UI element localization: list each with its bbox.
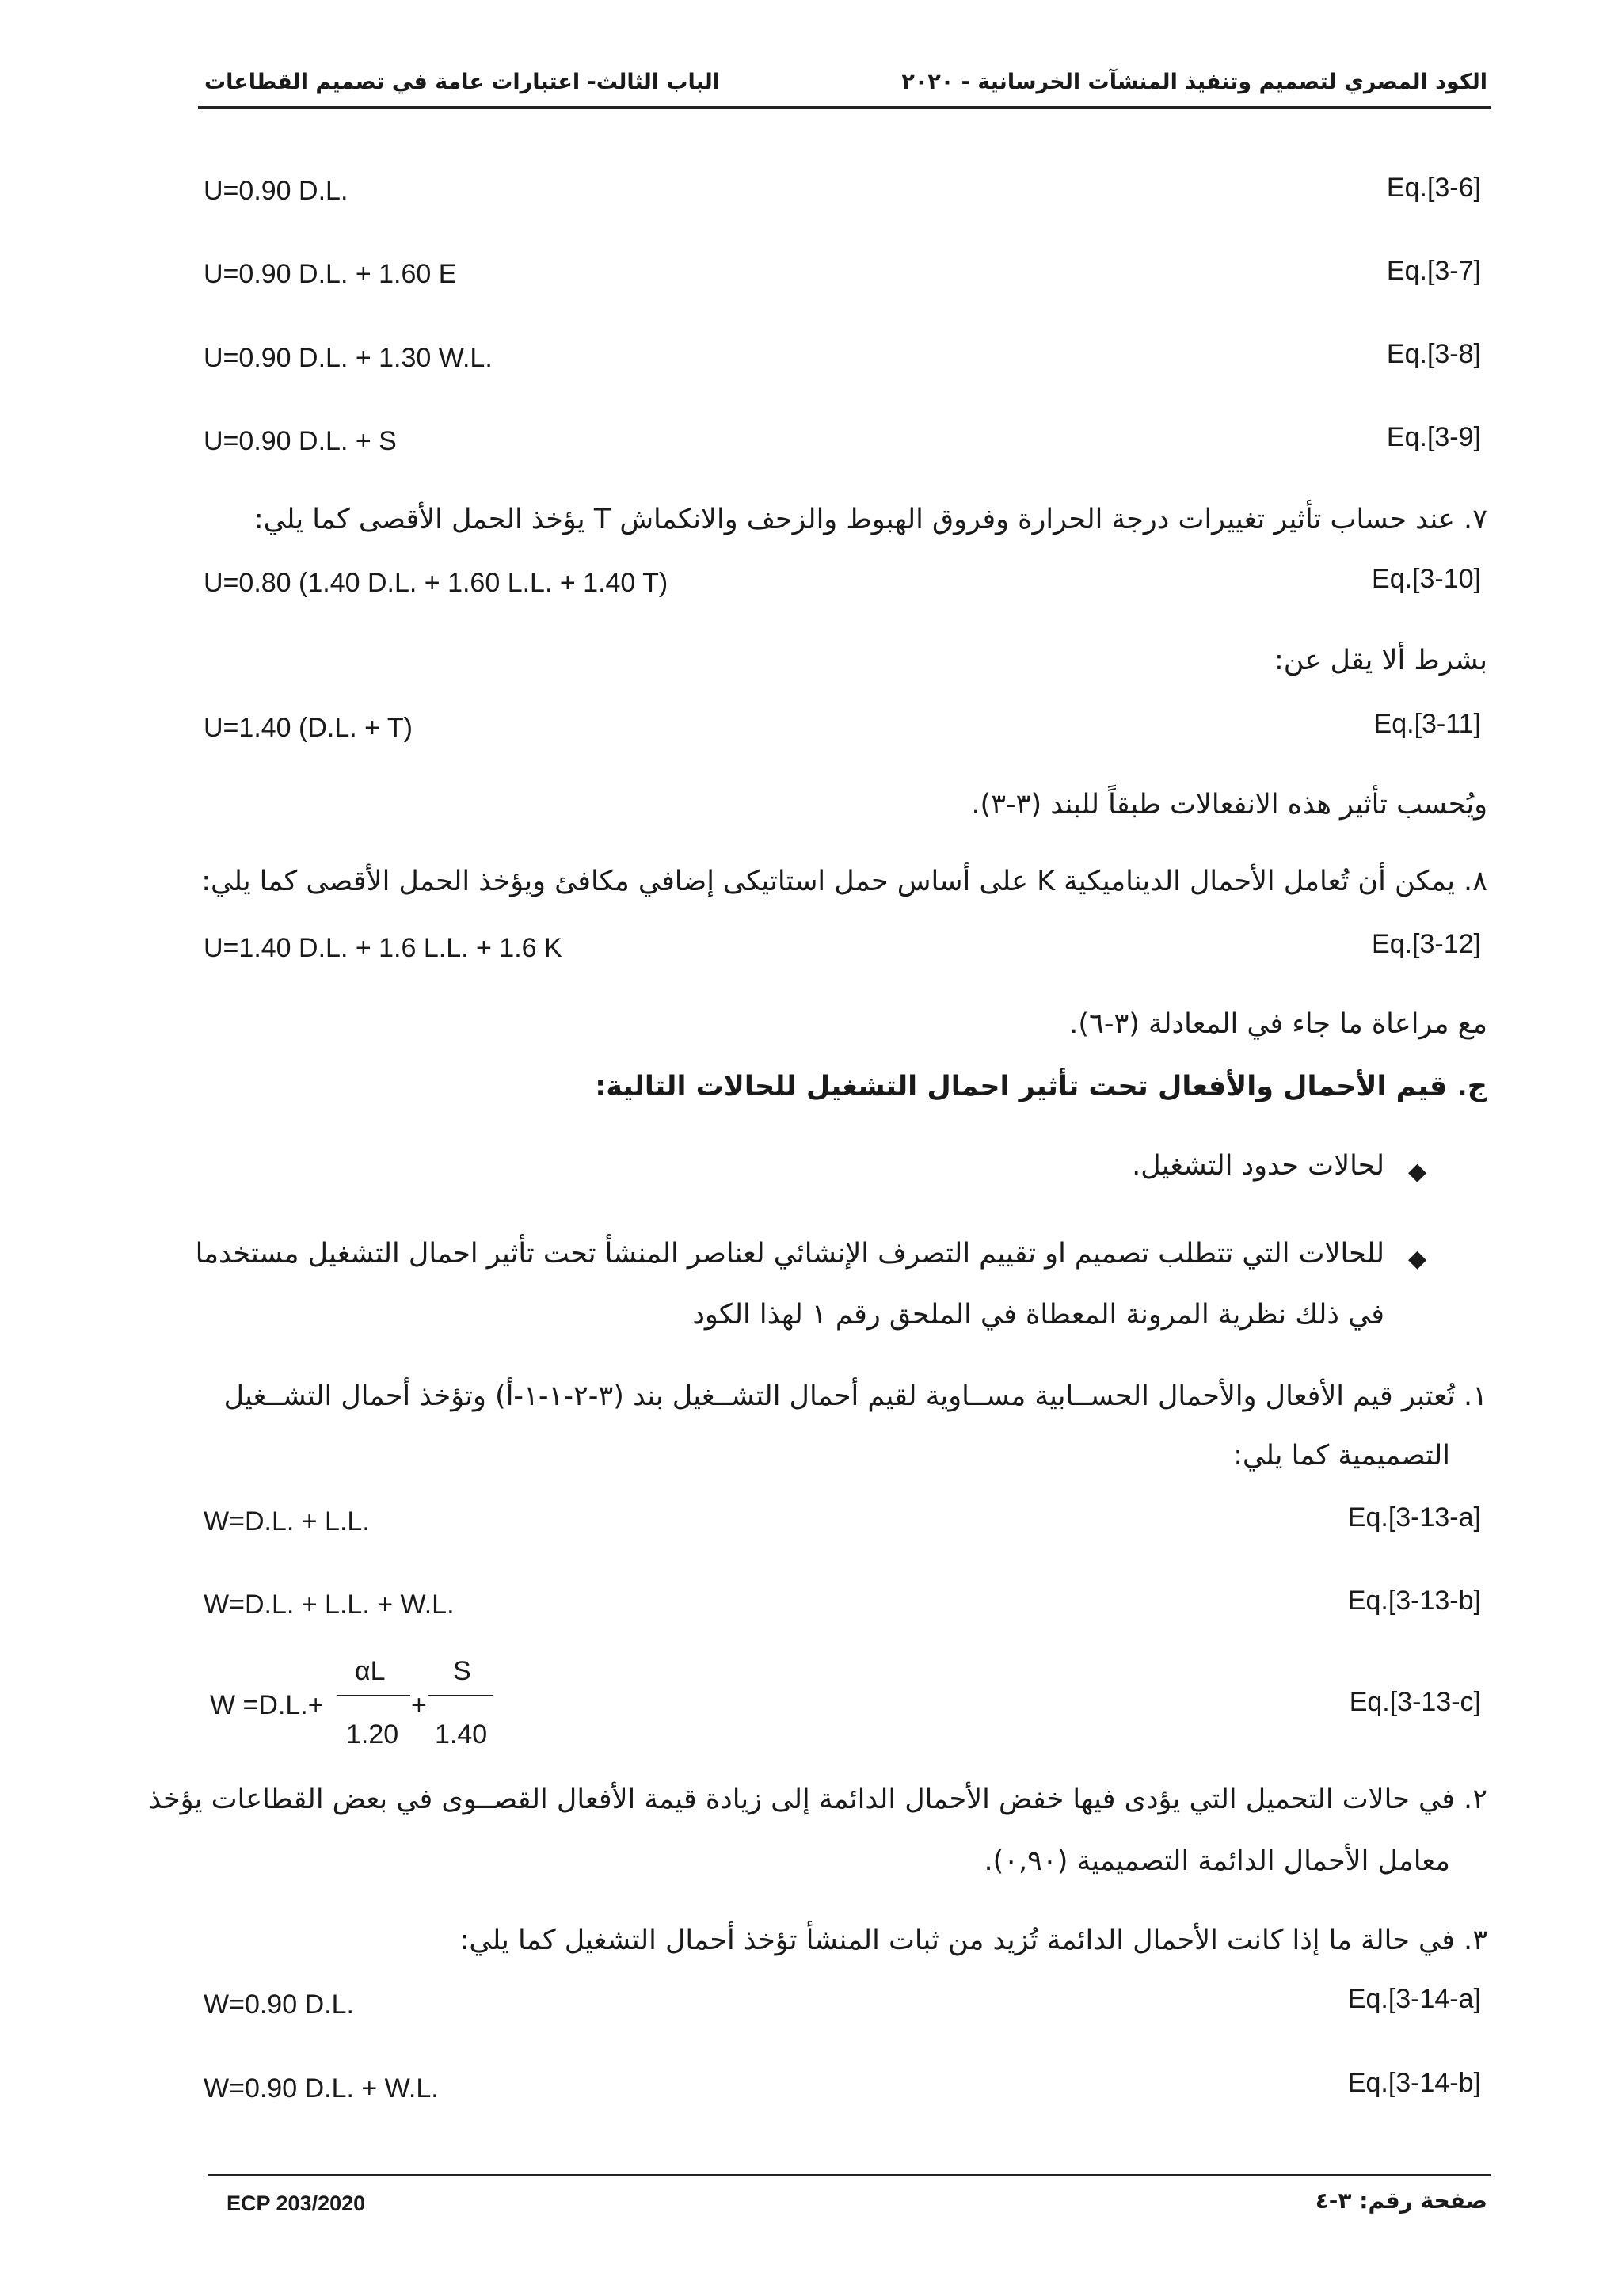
effects-note: ويُحسب تأثير هذه الانفعالات طبقاً للبند (٣-٣).	[971, 789, 1487, 821]
equation-label: Eq.[3-12]	[1372, 929, 1481, 959]
diamond-bullet-icon: ◆	[1408, 1245, 1427, 1273]
item-8-paragraph: ٨. يمكن أن تُعامل الأحمال الديناميكية K على أساس حمل استاتيكى إضافي مكافئ ويؤخذ الحمل الأقصى كما يلي:	[201, 866, 1487, 897]
equation-label: Eq.[3-13-b]	[1347, 1586, 1481, 1616]
bullet-item-continuation: في ذلك نظرية المرونة المعطاة في الملحق رقم ١ لهذا الكود	[692, 1299, 1384, 1331]
equation-formula: U=0.90 D.L. + S	[204, 426, 397, 456]
header-code-title: الكود المصري لتصميم وتنفيذ المنشآت الخرسانية - ٢٠٢٠	[901, 70, 1487, 94]
equation-formula: W=0.90 D.L. + W.L.	[204, 2073, 439, 2104]
equation-formula: U=1.40 (D.L. + T)	[204, 713, 413, 743]
fraction-denominator: 1.40	[435, 1719, 488, 1750]
point-1-continuation: التصميمية كما يلي:	[1233, 1440, 1450, 1472]
fraction-numerator: αL	[355, 1656, 386, 1686]
bullet-item: لحالات حدود التشغيل.	[1132, 1150, 1384, 1182]
equation-label: Eq.[3-10]	[1372, 564, 1481, 594]
equation-formula: U=1.40 D.L. + 1.6 L.L. + 1.6 K	[204, 933, 562, 963]
section-c-heading: ج. قيم الأحمال والأفعال تحت تأثير احمال التشغيل للحالات التالية:	[595, 1071, 1487, 1102]
point-3-paragraph: ٣. في حالة ما إذا كانت الأحمال الدائمة تُزيد من ثبات المنشأ تؤخذ أحمال التشغيل كما يلي:	[459, 1925, 1487, 1956]
equation-label: Eq.[3-9]	[1386, 422, 1481, 452]
item-7-paragraph: ٧. عند حساب تأثير تغييرات درجة الحرارة وفروق الهبوط والزحف والانكماش T يؤخذ الحمل الأقصى كما يلي:	[253, 504, 1487, 535]
equation-formula: U=0.90 D.L. + 1.30 W.L.	[204, 343, 493, 373]
equation-label: Eq.[3-13-a]	[1347, 1502, 1481, 1533]
equation-label: Eq.[3-7]	[1386, 256, 1481, 286]
equation-label: Eq.[3-14-a]	[1347, 1984, 1481, 2014]
diamond-bullet-icon: ◆	[1408, 1158, 1427, 1186]
footer-rule	[208, 2174, 1491, 2176]
point-2-continuation: معامل الأحمال الدائمة التصميمية (٠,٩٠).	[984, 1845, 1450, 1877]
equation-formula: U=0.90 D.L.	[204, 176, 348, 206]
equation-label: Eq.[3-6]	[1386, 173, 1481, 203]
equation-label: Eq.[3-13-c]	[1349, 1687, 1481, 1717]
footer-code: ECP 203/2020	[227, 2191, 366, 2215]
bullet-item: للحالات التي تتطلب تصميم او تقييم التصرف الإنشائي لعناصر المنشأ تحت تأثير احمال التشغيل مستخدما	[195, 1238, 1384, 1270]
fraction-bar	[428, 1695, 493, 1696]
fraction-denominator: 1.20	[346, 1719, 399, 1750]
equation-operator: +	[411, 1690, 427, 1720]
header-rule	[198, 106, 1491, 109]
equation-label: Eq.[3-14-b]	[1347, 2068, 1481, 2098]
equation-formula: W=D.L. + L.L.	[204, 1506, 370, 1536]
header-chapter-title: الباب الثالث- اعتبارات عامة في تصميم القطاعات	[204, 70, 721, 94]
equation-label: Eq.[3-11]	[1373, 709, 1481, 739]
equation-formula: U=0.90 D.L. + 1.60 E	[204, 259, 457, 289]
equation-formula: U=0.80 (1.40 D.L. + 1.60 L.L. + 1.40 T)	[204, 568, 668, 598]
point-1-paragraph: ١. تُعتبر قيم الأفعال والأحمال الحســابية مســاوية لقيم أحمال التشــغيل بند (٣-٢-١-١-أ) وتؤخذ أحمال التشــغيل	[223, 1380, 1487, 1412]
equation-label: Eq.[3-8]	[1386, 339, 1481, 369]
fraction-numerator: S	[453, 1656, 471, 1686]
equation-prefix: W =D.L.+	[210, 1690, 324, 1720]
item-8-note: مع مراعاة ما جاء في المعادلة (٣-٦).	[1069, 1008, 1487, 1040]
equation-formula: W=D.L. + L.L. + W.L.	[204, 1590, 455, 1620]
fraction-bar	[337, 1695, 410, 1696]
equation-formula: W=0.90 D.L.	[204, 1989, 354, 2020]
point-2-paragraph: ٢. في حالات التحميل التي يؤدى فيها خفض الأحمال الدائمة إلى زيادة قيمة الأفعال القصــوى في بعض القطاعات يؤخذ	[148, 1784, 1487, 1815]
condition-text: بشرط ألا يقل عن:	[1274, 645, 1487, 676]
footer-page-number: صفحة رقم: ٣-٤	[1315, 2187, 1487, 2214]
